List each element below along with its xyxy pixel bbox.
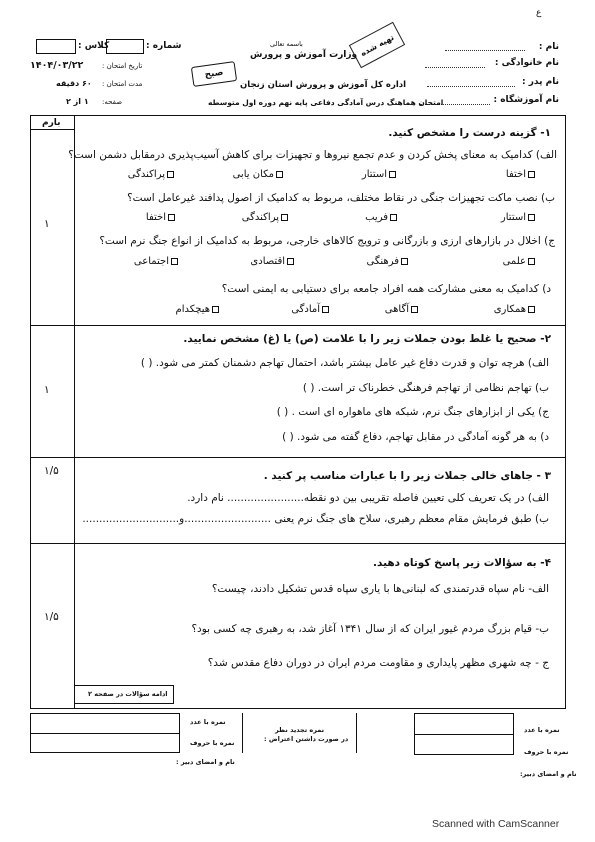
option[interactable]: فرهنگی <box>367 256 410 267</box>
short-answer-item[interactable]: ب- قیام بزرگ مردم غیور ایران که از سال ۱۳۴۱ آغاز شد، به رهبری چه کسی بود؟ <box>191 623 549 635</box>
question-title: ۴- به سؤالات زیر پاسخ کوتاه دهید. <box>373 557 551 569</box>
true-false-item[interactable]: الف) هرچه توان و قدرت دفاع غیر عامل بیشتر باشد، احتمال تهاجم دشمنان کمتر می شود. ( ) <box>140 357 549 369</box>
right-divider <box>356 713 357 753</box>
name-line[interactable] <box>445 50 525 51</box>
father-line[interactable] <box>427 86 515 87</box>
checkbox-icon <box>167 171 174 178</box>
short-answer-item[interactable]: ج - چه شهری مظهر پایداری و مقاومت مردم ایران در دوران دفاع مقدس شد؟ <box>207 657 549 669</box>
question-title: ۳ - جاهای خالی جملات زیر را با عبارات مناسب پر کنید . <box>263 470 551 482</box>
option[interactable]: پراکندگی <box>128 169 176 180</box>
right-signature-label: نام و امضای دبیر: <box>520 770 577 778</box>
option[interactable]: اجتماعی <box>134 256 180 267</box>
right-score-divider <box>414 734 514 735</box>
duration-label: مدت امتحان : <box>102 80 143 88</box>
page-value: ۱ از ۲ <box>66 97 89 106</box>
question-item: ج) اخلال در بازارهای ارزی و بازرگانی و ترویج کالاهای خارجی، مربوط به کدامیک از انواع جنگ نرم است؟ <box>99 235 555 247</box>
true-false-item[interactable]: د) به هر گونه آمادگی در مقابل تهاجم، دفاع گفته می شود. ( ) <box>282 431 549 443</box>
class-box[interactable] <box>36 39 76 54</box>
true-false-item[interactable]: ج) یکی از ابزارهای جنگ نرم، شبکه های ماهواره ای است . ( ) <box>276 406 549 418</box>
short-answer-item[interactable]: الف- نام سپاه قدرتمندی که لبنانی‌ها با یاری سپاه قدس تشکیل دادند، چیست؟ <box>211 583 549 595</box>
question-title: ۱- گزینه درست را مشخص کنید. <box>388 127 551 139</box>
option[interactable]: فریب <box>365 212 399 223</box>
checkbox-icon <box>401 258 408 265</box>
left-divider <box>242 713 243 753</box>
checkbox-icon <box>276 171 283 178</box>
option[interactable]: همکاری <box>494 304 537 315</box>
checkbox-icon <box>287 258 294 265</box>
option[interactable]: هیچکدام <box>176 304 222 315</box>
scanner-watermark: Scanned with CamScanner <box>432 818 560 830</box>
fill-blank-item[interactable]: الف) در یک تعریف کلی تعیین فاصله تقریبی بین دو نقطه....................... نام دارد. <box>187 492 549 504</box>
checkbox-icon <box>528 214 535 221</box>
left-score-divider <box>30 733 180 734</box>
score-column-divider <box>74 115 75 709</box>
checkbox-icon <box>528 171 535 178</box>
option[interactable]: اختفا <box>146 212 177 223</box>
score-header-line <box>30 129 74 130</box>
question-title: ۲- صحیح یا غلط بودن جملات زیر را با علامت (ص) یا (غ) مشخص نمایید. <box>183 333 551 345</box>
question-score: ۱/۵ <box>44 465 59 477</box>
left-signature-label: نام و امضای دبیر : <box>176 758 235 766</box>
class-label: کلاس : <box>78 41 110 51</box>
duration-value: ۶۰ دقیقه <box>56 79 92 88</box>
page-label: صفحه: <box>102 98 123 106</box>
checkbox-icon <box>171 258 178 265</box>
row-divider-2 <box>30 457 566 458</box>
review-note-line2: در صورت داشتن اعتراض : <box>264 735 349 743</box>
exam-title: امتحان هماهنگ درس آمادگی دفاعی پایه نهم دوره اول متوسطه <box>208 98 444 107</box>
option[interactable]: آمادگی <box>291 304 331 315</box>
checkbox-icon <box>212 306 219 313</box>
option[interactable]: آگاهی <box>385 304 420 315</box>
option[interactable]: پراکندگی <box>242 212 290 223</box>
prepared-stamp: تهیه شده <box>349 22 405 68</box>
option[interactable]: اختفا <box>506 169 537 180</box>
checkbox-icon <box>281 214 288 221</box>
row-divider-3 <box>30 543 566 544</box>
checkbox-icon <box>389 171 396 178</box>
corner-mark: ع <box>536 8 542 18</box>
question-item: الف) کدامیک به معنای پخش کردن و عدم تجمع نیروها و تجهیزات برای کاهش آسیب‌پذیری درمقابل دشمن است؟ <box>68 149 557 161</box>
question-item: ب) نصب ماکت تجهیزات جنگی در نقاط مختلف، مربوط به کدامیک از اصول پدافند غیرعامل است؟ <box>127 192 555 204</box>
office-title: اداره کل آموزش و پرورش استان زنجان <box>240 80 407 90</box>
number-box[interactable] <box>106 39 144 54</box>
father-label: نام پدر : <box>522 77 559 87</box>
true-false-item[interactable]: ب) تهاجم نظامی از تهاجم فرهنگی خطرناک تر است. ( ) <box>302 382 549 394</box>
option[interactable]: استتار <box>501 212 537 223</box>
school-label: نام آموزشگاه : <box>493 95 559 105</box>
question-score: ۱/۵ <box>44 611 59 623</box>
option[interactable]: اقتصادی <box>250 256 296 267</box>
option[interactable]: استتار <box>362 169 398 180</box>
checkbox-icon <box>390 214 397 221</box>
checkbox-icon <box>322 306 329 313</box>
review-note-line1: نمره تجدید نظر <box>275 726 325 734</box>
session-stamp: صبح <box>191 61 237 87</box>
ministry-title: وزارت آموزش و پرورش <box>250 50 358 60</box>
number-label: شماره : <box>146 41 182 51</box>
left-score-words-label: نمره با حروف <box>190 739 235 747</box>
checkbox-icon <box>528 306 535 313</box>
question-score: ۱ <box>44 384 50 396</box>
checkbox-icon <box>411 306 418 313</box>
exam-date-label: تاریخ امتحان : <box>102 62 143 70</box>
left-score-number-label: نمره با عدد <box>190 718 226 726</box>
exam-date: ۱۴۰۴/۰۳/۲۲ <box>30 60 84 71</box>
basmala: باسمه تعالی <box>270 40 303 48</box>
family-line[interactable] <box>425 67 485 68</box>
checkbox-icon <box>528 258 535 265</box>
score-header: بارم <box>42 118 61 128</box>
continue-note: ادامه سؤالات در صفحه ۲ <box>88 690 168 698</box>
name-label: نام : <box>538 42 559 52</box>
family-label: نام خانوادگی : <box>494 58 559 68</box>
question-score: ۱ <box>44 218 50 230</box>
right-score-words-label: نمره با حروف <box>524 748 569 756</box>
right-score-number-label: نمره با عدد <box>524 726 560 734</box>
question-item: د) کدامیک به معنی مشارکت همه افراد جامعه برای دستیابی به ایمنی است؟ <box>221 283 551 295</box>
option[interactable]: علمی <box>503 256 537 267</box>
fill-blank-item[interactable]: ب) طبق فرمایش مقام معظم رهبری، سلاح های جنگ نرم یعنی ..........................و............................. <box>82 513 549 525</box>
row-divider-1 <box>30 325 566 326</box>
option[interactable]: مکان یابی <box>233 169 285 180</box>
checkbox-icon <box>168 214 175 221</box>
